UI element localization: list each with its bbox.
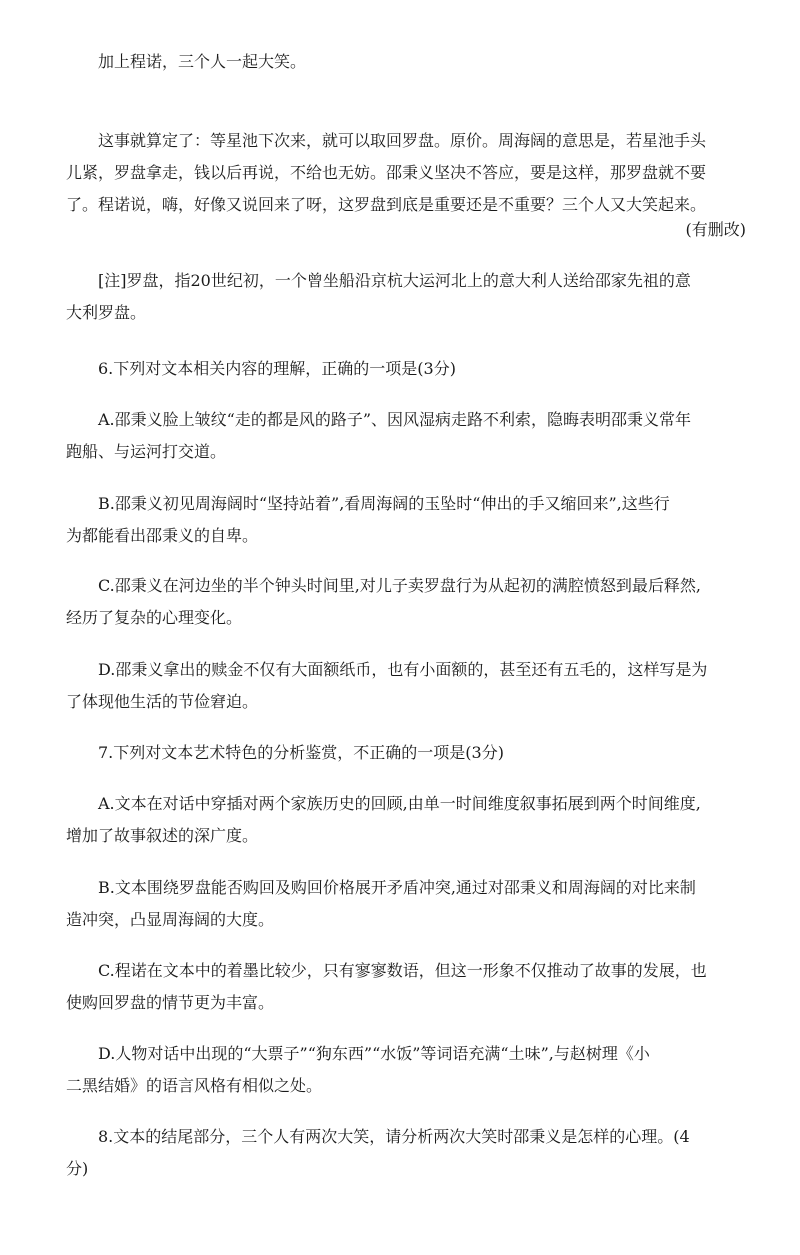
question-7-option-a xyxy=(66,788,746,852)
text-line: 儿紧，罗盘拿走，钱以后再说，不给也无妨。邵秉义坚决不答应，要是这样，那罗盘就不要 xyxy=(66,163,707,182)
text-line: 经历了复杂的心理变化。 xyxy=(66,608,243,627)
passage-paragraph xyxy=(66,125,746,221)
question-6-option-d xyxy=(66,654,746,718)
text-line: 跑船、与运河打交道。 xyxy=(66,442,227,461)
text-line: 分) xyxy=(66,1159,89,1178)
text-line: D.人物对话中出现的“大票子”“狗东西”“水饭”等词语充满“土味”,与赵树理《小 xyxy=(98,1044,650,1063)
text-line: B.文本围绕罗盘能否购回及购回价格展开矛盾冲突,通过对邵秉义和周海阔的对比来制 xyxy=(98,878,696,897)
text-line: 6.下列对文本相关内容的理解，正确的一项是(3分) xyxy=(98,359,456,378)
text-line: C.程诺在文本中的着墨比较少，只有寥寥数语，但这一形象不仅推动了故事的发展，也 xyxy=(98,961,707,980)
text-line: 了体现他生活的节俭窘迫。 xyxy=(66,692,259,711)
intro-paragraph xyxy=(66,46,746,78)
question-6-option-c xyxy=(66,570,746,634)
text-line: 为都能看出邵秉义的自卑。 xyxy=(66,526,259,545)
text-line: 了。程诺说，嗨，好像又说回来了呀，这罗盘到底是重要还是不重要？三个人又大笑起来。 xyxy=(66,195,707,214)
edited-note: (有删改) xyxy=(685,220,746,239)
text-line: 使购回罗盘的情节更为丰富。 xyxy=(66,993,275,1012)
text-line: D.邵秉义拿出的赎金不仅有大面额纸币，也有小面额的，甚至还有五毛的，这样写是为 xyxy=(98,660,708,679)
text-line: B.邵秉义初见周海阔时“坚持站着”,看周海阔的玉坠时“伸出的手又缩回来”,这些行 xyxy=(98,494,670,513)
question-6-option-a xyxy=(66,404,746,468)
question-8-stem xyxy=(66,1121,746,1185)
question-7-option-c xyxy=(66,955,746,1019)
text-line: A.邵秉义脸上皱纹“走的都是风的路子”、因风湿病走路不利索，隐晦表明邵秉义常年 xyxy=(98,410,692,429)
question-7-option-d xyxy=(66,1038,746,1102)
text-line: 大利罗盘。 xyxy=(66,303,147,322)
text-line: 8.文本的结尾部分，三个人有两次大笑，请分析两次大笑时邵秉义是怎样的心理。(4 xyxy=(98,1127,690,1146)
footnote xyxy=(66,265,746,329)
question-7-stem xyxy=(66,737,746,769)
text-line: 加上程诺，三个人一起大笑。 xyxy=(98,52,307,71)
text-line: C.邵秉义在河边坐的半个钟头时间里,对儿子卖罗盘行为从起初的满腔愤怒到最后释然, xyxy=(98,576,701,595)
question-6-option-b xyxy=(66,488,746,552)
text-line: 造冲突，凸显周海阔的大度。 xyxy=(66,910,275,929)
question-6-stem xyxy=(66,353,746,385)
text-line: 二黑结婚》的语言风格有相似之处。 xyxy=(66,1076,323,1095)
text-line: 7.下列对文本艺术特色的分析鉴赏，不正确的一项是(3分) xyxy=(98,743,504,762)
text-line: 这事就算定了：等星池下次来，就可以取回罗盘。原价。周海阔的意思是，若星池手头 xyxy=(98,131,707,150)
text-line: 增加了故事叙述的深广度。 xyxy=(66,826,259,845)
question-7-option-b xyxy=(66,872,746,936)
text-line: [注]罗盘，指20世纪初，一个曾坐船沿京杭大运河北上的意大利人送给邵家先祖的意 xyxy=(98,271,691,290)
text-line: A.文本在对话中穿插对两个家族历史的回顾,由单一时间维度叙事拓展到两个时间维度, xyxy=(98,794,701,813)
